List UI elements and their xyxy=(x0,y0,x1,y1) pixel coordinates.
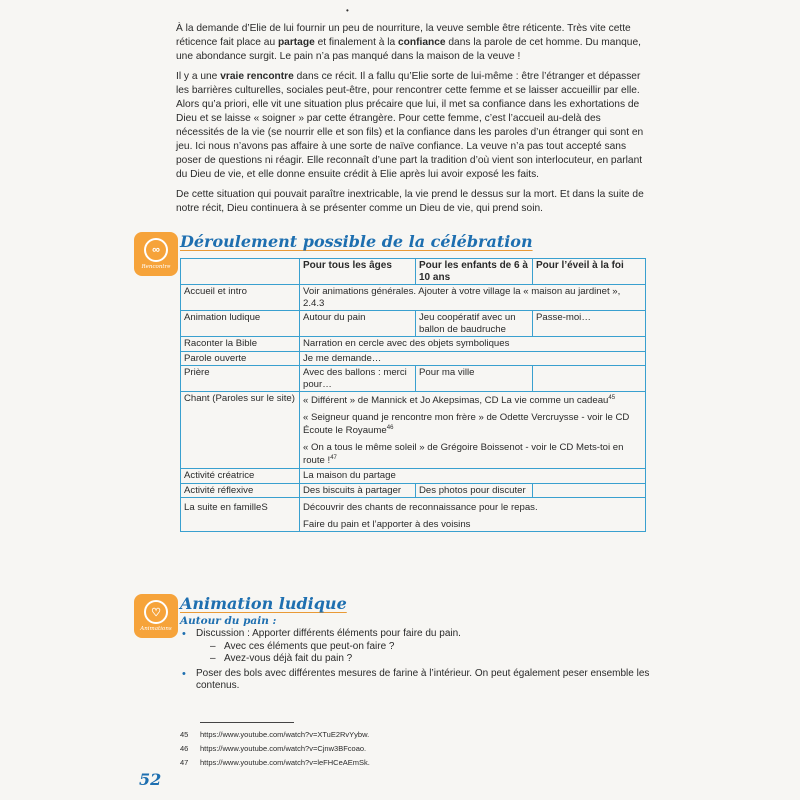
row-label: La suite en familleS xyxy=(181,498,300,532)
celebration-title: Déroulement possible de la célébration xyxy=(180,232,533,251)
table-row xyxy=(181,351,646,366)
table-cell: Autour du pain xyxy=(300,311,416,337)
row-label: Activité réflexive xyxy=(181,483,300,498)
table-cell: Voir animations générales. Ajouter à votre village la « maison au jardinet », 2.4.3 xyxy=(300,285,646,311)
intro-paragraph-1: À la demande d’Elie de lui fournir un peu de nourriture, la veuve semble être réticente. Très vite cette réticence fait place au partage et finalement à la confiance dans la parole de cet homme. Du manque, une abondance surgit. Le pain n’a pas manqué dans la maison de la veuve ! xyxy=(176,23,641,62)
footnote-ref: 46 xyxy=(386,425,394,432)
table-row xyxy=(181,337,646,352)
table-row xyxy=(181,483,646,498)
animations-section-icon xyxy=(134,594,178,638)
table-row xyxy=(181,366,646,392)
hand-heart-icon: ♡ xyxy=(144,600,168,624)
table-cell xyxy=(533,483,646,498)
table-cell: Narration en cercle avec des objets symboliques xyxy=(300,337,646,352)
footnote: 46 https://www.youtube.com/watch?v=Cjnw3BFcoao. xyxy=(180,742,370,756)
row-label: Accueil et intro xyxy=(181,285,300,311)
footnote: 47 https://www.youtube.com/watch?v=leFHCeAEmSk. xyxy=(180,756,370,770)
intro-paragraph-3: De cette situation qui pouvait paraître inextricable, la vie prend le dessus sur la mort. Et dans la suite de notre récit, Dieu continuera à se présenter comme un Dieu de vie, qui prend soin. xyxy=(176,189,644,214)
table-row xyxy=(181,311,646,337)
animation-title: Animation ludique xyxy=(180,594,347,613)
footnote: 45 https://www.youtube.com/watch?v=XTuE2RvYybw. xyxy=(180,728,370,742)
list-item: • Poser des bols avec différentes mesures de farine à l’intérieur. On peut également peser ensemble les contenus. xyxy=(182,667,650,691)
bullet-icon: • xyxy=(182,667,186,680)
rencontre-section-icon xyxy=(134,232,178,276)
table-row xyxy=(181,392,646,469)
row-label: Parole ouverte xyxy=(181,351,300,366)
table-row xyxy=(181,469,646,484)
row-label: Raconter la Bible xyxy=(181,337,300,352)
footnotes xyxy=(180,728,370,770)
celebration-table xyxy=(180,258,646,532)
table-row xyxy=(181,498,646,532)
table-cell xyxy=(533,366,646,392)
table-header-enfants: Pour les enfants de 6 à 10 ans xyxy=(416,259,533,285)
rencontre-icon: ∞ xyxy=(144,238,168,262)
table-cell: Je me demande… xyxy=(300,351,646,366)
row-label: Chant (Paroles sur le site) xyxy=(181,392,300,469)
bullet-icon: • xyxy=(182,628,186,640)
animation-list xyxy=(182,628,652,695)
row-label: Activité créatrice xyxy=(181,469,300,484)
intro-paragraph-2: Il y a une vraie rencontre dans ce récit. Il a fallu qu’Elie sorte de lui-même : être l’étranger et dépasser les barrières culturelles, sociales peut-être, pour rencontrer cette femme et se laisser accueillir par elle. Alors qu’a priori, elle vit une situation plus précaire que lui, il met sa confiance dans les exhortations de Dieu et se laisse « soigner » par cette étrangère. Pour cette femme, c’est l’accueil au-delà des nécessités de la vie (se nourrir elle et son fils) et la confiance dans les paroles d’un étranger qui sont en jeu. Ici nous n’avons pas affaire à une sorte de naïve confiance. La veuve n’a pas tout accepté sans poser de questions ni réagir. Elle reconnaît d’une part la tradition d’où vient son interlocuteur, en parlant du Dieu de vie, et elle donne ensuite crédit à Elie après lui avoir exposé les faits. xyxy=(176,71,644,180)
footnote-link[interactable]: https://www.youtube.com/watch?v=leFHCeAEmSk. xyxy=(200,758,370,767)
table-header-eveil: Pour l’éveil à la foi xyxy=(533,259,646,285)
table-cell: Pour ma ville xyxy=(416,366,533,392)
footnote-link[interactable]: https://www.youtube.com/watch?v=XTuE2RvYybw. xyxy=(200,730,370,739)
chant-3: « On a tous le même soleil » de Grégoire Boissenot - voir le CD Mets-toi en route !$^{47}$ xyxy=(303,441,624,467)
table-row xyxy=(181,285,646,311)
rencontre-icon-label: Rencontre xyxy=(141,264,171,270)
footnote-divider xyxy=(200,722,294,723)
table-cell: Des photos pour discuter xyxy=(416,483,533,498)
page-number: 52 xyxy=(139,770,162,789)
table-cell: Avec des ballons : merci pour… xyxy=(300,366,416,392)
table-cell: Découvrir des chants de reconnaissance pour le repas. Faire du pain et l’apporter à des voisins xyxy=(300,498,646,532)
footnote-ref: 45 xyxy=(608,395,616,401)
list-item: • Discussion : Apporter différents éléments pour faire du pain. – Avec ces éléments que peut-on faire ? – Avez-vous déjà fait du pain ? xyxy=(182,628,652,666)
sub-list xyxy=(196,641,652,666)
intro-text xyxy=(176,22,646,222)
list-item: – Avec ces éléments que peut-on faire ? xyxy=(210,640,395,652)
footnote-ref: 47 xyxy=(330,455,337,462)
footnote-link[interactable]: https://www.youtube.com/watch?v=Cjnw3BFcoao. xyxy=(200,744,367,753)
table-cell: Jeu coopératif avec un ballon de baudruche xyxy=(416,311,533,337)
table-header-tous: Pour tous les âges xyxy=(300,259,416,285)
scan-mark: • xyxy=(346,6,349,15)
row-label: Prière xyxy=(181,366,300,392)
chant-2: « Seigneur quand je rencontre mon frère » de Odette Vercruysse - voir le CD Écoute le Royaume$^{46}$ xyxy=(303,411,630,437)
table-cell: Passe-moi… xyxy=(533,311,646,337)
chant-1: « Différent » de Mannick et Jo Akepsimas, CD La vie comme un cadeau$^{45}$ xyxy=(303,395,616,407)
table-header-row xyxy=(181,259,646,285)
table-header-empty xyxy=(181,259,300,285)
list-item: – Avez-vous déjà fait du pain ? xyxy=(210,653,353,664)
row-label: Animation ludique xyxy=(181,311,300,337)
table-cell xyxy=(300,392,646,469)
table-cell: La maison du partage xyxy=(300,469,646,484)
table-cell: Des biscuits à partager xyxy=(300,483,416,498)
animations-icon-label: Animations xyxy=(140,626,172,632)
animation-subtitle: Autour du pain : xyxy=(180,615,277,627)
